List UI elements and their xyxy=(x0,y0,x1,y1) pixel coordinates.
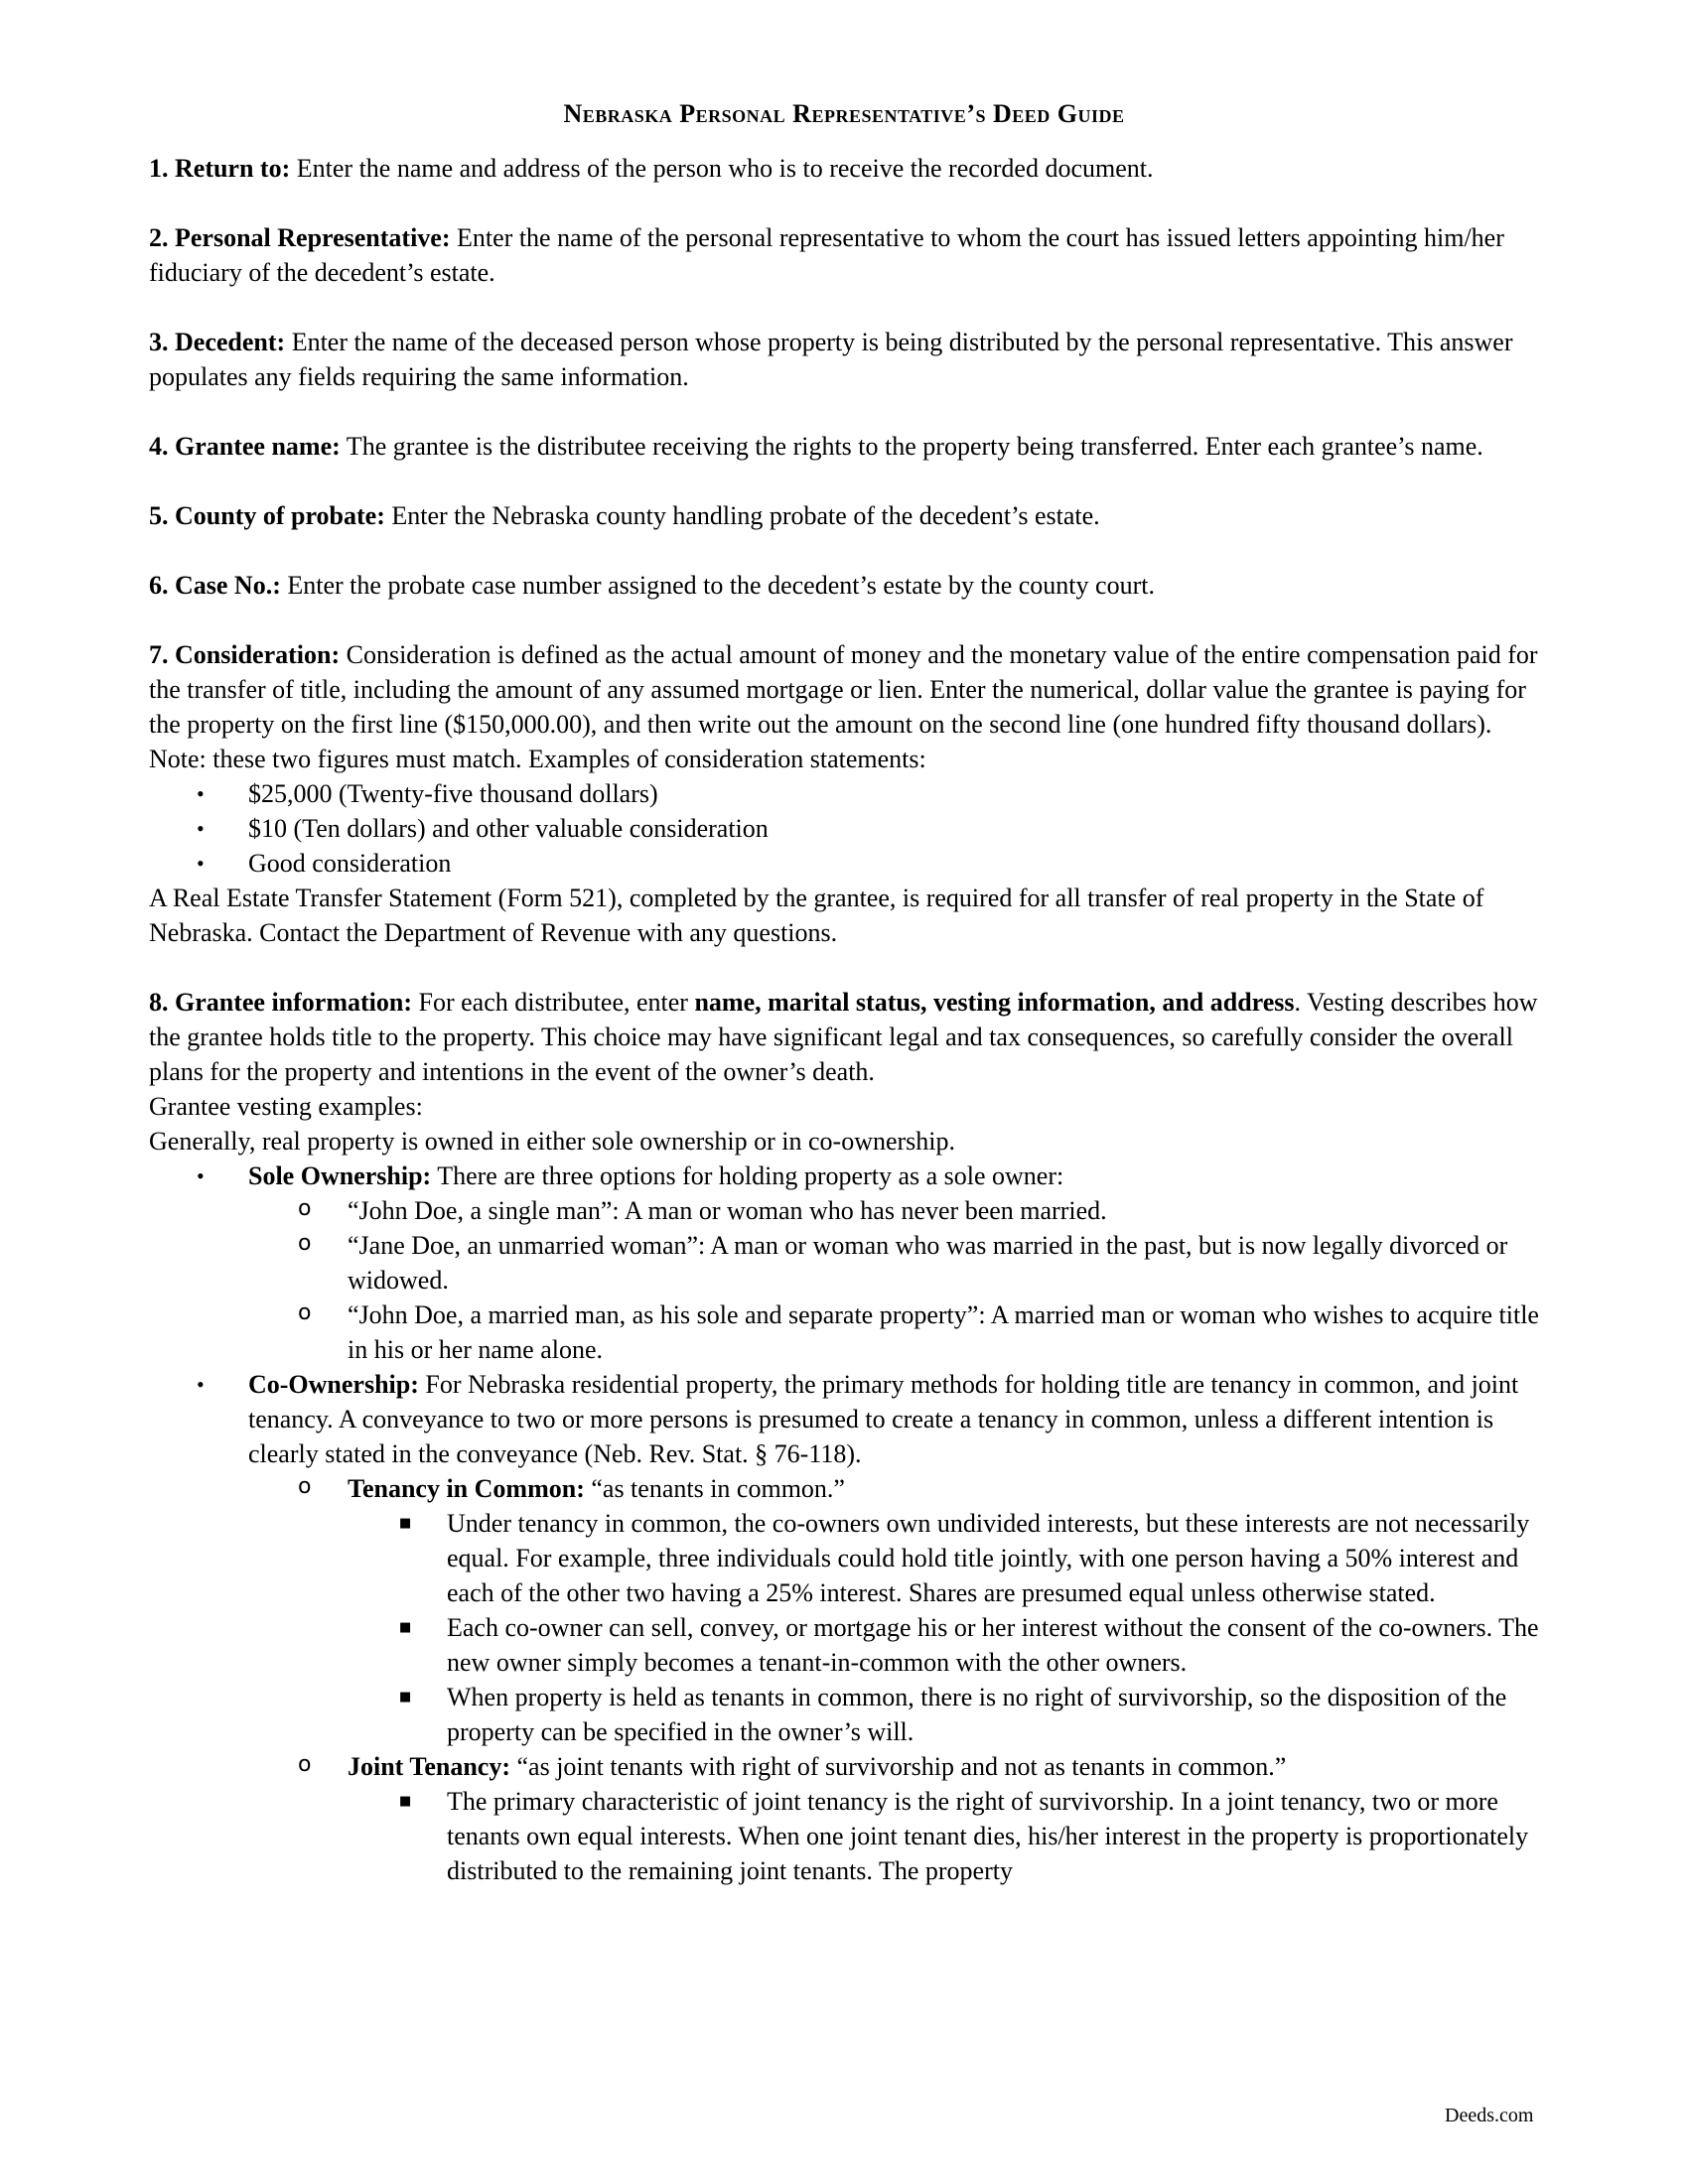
section-case-no xyxy=(149,568,1539,603)
section-county-of-probate xyxy=(149,498,1539,533)
section-label: 2. Personal Representative: xyxy=(149,223,451,252)
document-page xyxy=(149,99,1539,1923)
section-label: 5. County of probate: xyxy=(149,501,385,530)
item-text: There are three options for holding property as a sole owner: xyxy=(431,1161,1064,1190)
section-text: Enter the Nebraska county handling probate of the decedent’s estate. xyxy=(384,501,1100,530)
consideration-examples xyxy=(149,776,1539,881)
page-title: Nebraska Personal Representative’s Deed Guide xyxy=(563,99,1125,128)
list-item-joint-tenancy xyxy=(248,1749,1539,1888)
section-label: 3. Decedent: xyxy=(149,328,286,356)
section-label: 8. Grantee information: xyxy=(149,988,413,1017)
section-return-to xyxy=(149,151,1539,186)
list-item: ■ The primary characteristic of joint tenancy is the right of survivorship. In a joint tenancy, two or more tenants own equal interests. When one joint tenant dies, his/her interest in the property is proportionately distributed to the remaining joint tenants. The property xyxy=(348,1784,1539,1888)
co-ownership-types xyxy=(248,1471,1539,1888)
joint-tenancy-details xyxy=(348,1784,1539,1888)
section-text: . Vesting describes how the grantee holds title to the property. This choice may have significant legal and tax consequences, so carefully consider the overall plans for the property and intentions in the event of the owner’s death. xyxy=(149,988,1538,1086)
list-item: ■ When property is held as tenants in common, there is no right of survivorship, so the disposition of the property can be specified in the owner’s will. xyxy=(348,1680,1539,1749)
item-label: Co-Ownership: xyxy=(248,1370,419,1399)
tenancy-in-common-details xyxy=(348,1506,1539,1749)
section-label: 1. Return to: xyxy=(149,154,291,183)
list-item-sole-ownership xyxy=(149,1159,1539,1367)
section-text: Enter the name of the deceased person whose property is being distributed by the personal representative. This answer populates any fields requiring the same information. xyxy=(149,328,1513,391)
section-label: 4. Grantee name: xyxy=(149,432,341,461)
section-grantee-name xyxy=(149,429,1539,464)
footer-brand: Deeds.com xyxy=(1445,2105,1534,2126)
required-fields: name, marital status, vesting information, and address xyxy=(694,988,1295,1017)
item-label: Tenancy in Common: xyxy=(348,1474,585,1503)
list-item: o “John Doe, a married man, as his sole and separate property”: A married man or woman who wishes to acquire title in his or her name alone. xyxy=(248,1297,1539,1367)
list-item: • $25,000 (Twenty-five thousand dollars) xyxy=(149,776,1539,811)
section-text: Enter the name and address of the person who is to receive the recorded document. xyxy=(290,154,1154,183)
section-text: Consideration is defined as the actual amount of money and the monetary value of the entire compensation paid for the transfer of title, including the amount of any assumed mortgage or lien. Enter the numerical, dollar value the grantee is paying for the property on the first line ($150,000.00), and then write out the amount on the second line (one hundred fifty thousand dollars). Note: these two figures must match. Examples of consideration statements: xyxy=(149,640,1538,773)
item-label: Joint Tenancy: xyxy=(348,1752,510,1781)
list-item: ■ Under tenancy in common, the co-owners own undivided interests, but these interests are not necessarily equal. For example, three individuals could hold title jointly, with one person having a 50% interest and each of the other two having a 25% interest. Shares are presumed equal unless otherwise stated. xyxy=(348,1506,1539,1610)
list-item-tenancy-in-common xyxy=(248,1471,1539,1749)
item-text: “as joint tenants with right of survivorship and not as tenants in common.” xyxy=(510,1752,1287,1781)
list-item: • Good consideration xyxy=(149,846,1539,881)
section-text: Enter the probate case number assigned to the decedent’s estate by the county court. xyxy=(280,571,1155,600)
section-text: Enter the name of the personal representative to whom the court has issued letters appointing him/her fiduciary of the decedent’s estate. xyxy=(149,223,1504,287)
list-item-co-ownership xyxy=(149,1367,1539,1888)
transfer-statement-note: A Real Estate Transfer Statement (Form 521), completed by the grantee, is required for all transfer of real property in the State of Nebraska. Contact the Department of Revenue with any questions. xyxy=(149,884,1484,947)
section-text: For each distributee, enter xyxy=(412,988,695,1017)
vesting-generally: Generally, real property is owned in either sole ownership or in co-ownership. xyxy=(149,1127,956,1156)
section-consideration xyxy=(149,637,1539,950)
list-item: o “John Doe, a single man”: A man or woman who has never been married. xyxy=(248,1193,1539,1228)
section-grantee-information xyxy=(149,985,1539,1888)
section-decedent xyxy=(149,325,1539,394)
item-text: “as tenants in common.” xyxy=(584,1474,845,1503)
item-label: Sole Ownership: xyxy=(248,1161,432,1190)
section-personal-representative xyxy=(149,220,1539,290)
list-item: • $10 (Ten dollars) and other valuable consideration xyxy=(149,811,1539,846)
list-item: o “Jane Doe, an unmarried woman”: A man or woman who was married in the past, but is now legally divorced or widowed. xyxy=(248,1228,1539,1297)
list-item: ■ Each co-owner can sell, convey, or mortgage his or her interest without the consent of the co-owners. The new owner simply becomes a tenant-in-common with the other owners. xyxy=(348,1610,1539,1680)
section-label: 6. Case No.: xyxy=(149,571,281,600)
vesting-heading: Grantee vesting examples: xyxy=(149,1092,423,1121)
sole-ownership-options xyxy=(248,1193,1539,1367)
ownership-list xyxy=(149,1159,1539,1888)
item-text: For Nebraska residential property, the primary methods for holding title are tenancy in common, and joint tenancy. A conveyance to two or more persons is presumed to create a tenancy in common, unless a different intention is clearly stated in the conveyance (Neb. Rev. Stat. § 76-118). xyxy=(248,1370,1519,1468)
section-label: 7. Consideration: xyxy=(149,640,341,669)
section-text: The grantee is the distributee receiving the rights to the property being transferred. Enter each grantee’s name. xyxy=(340,432,1483,461)
